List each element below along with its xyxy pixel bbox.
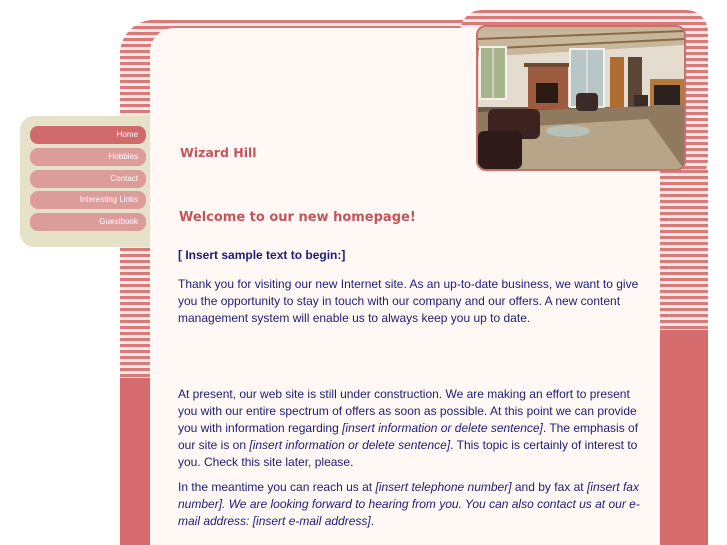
contact-paragraph — [178, 479, 643, 530]
contact-text-3: . We are looking forward to hearing from you. You can also contact us at our e-mail address: [insert e-mail address] — [178, 497, 640, 528]
insert-heading: [ Insert sample text to begin:] — [178, 248, 346, 262]
nav-item-interesting-links[interactable]: Interesting Links — [30, 191, 146, 209]
site-title: Wizard Hill — [180, 145, 257, 160]
fax-placeholder: [insert fax number] — [178, 480, 639, 511]
living-room-image — [478, 27, 684, 169]
living-room-photo — [476, 25, 686, 171]
contact-text-4: . — [370, 514, 375, 528]
nav-item-guestbook[interactable]: Guestbook — [30, 213, 146, 231]
construction-paragraph — [178, 386, 643, 471]
construction-placeholder-2: [insert information or delete sentence] — [249, 438, 451, 452]
construction-text-1: At present, our web site is still under construction. We are making an effort to present you with our entire spectrum of offers as soon as possible. At this point we can provide you with information regarding — [178, 387, 637, 435]
nav-item-contact[interactable]: Contact — [30, 170, 146, 188]
contact-text-2: and by fax at — [511, 480, 587, 494]
frame-right-solid — [658, 330, 708, 545]
construction-placeholder-1: [insert information or delete sentence] — [342, 421, 543, 435]
construction-text-2: . The emphasis of our site is on — [178, 421, 639, 452]
intro-paragraph — [178, 276, 643, 327]
intro-paragraph-text: Thank you for visiting our new Internet site. As an up-to-date business, we want to give you the opportunity to stay in touch with our company and our offers. A new content management system will enable us to always keep you up to date. — [178, 277, 639, 325]
nav-item-home[interactable]: Home — [30, 126, 146, 144]
nav-panel — [20, 116, 150, 247]
frame-left-solid — [120, 378, 154, 545]
contact-text-1: In the meantime you can reach us at — [178, 480, 376, 494]
construction-text-3: . This topic is certainly of interest to you. Check this site later, please. — [178, 438, 638, 469]
welcome-heading: Welcome to our new homepage! — [179, 210, 416, 225]
nav-item-hobbies[interactable]: Hobbies — [30, 148, 146, 166]
telephone-placeholder: [insert telephone number] — [375, 480, 512, 494]
